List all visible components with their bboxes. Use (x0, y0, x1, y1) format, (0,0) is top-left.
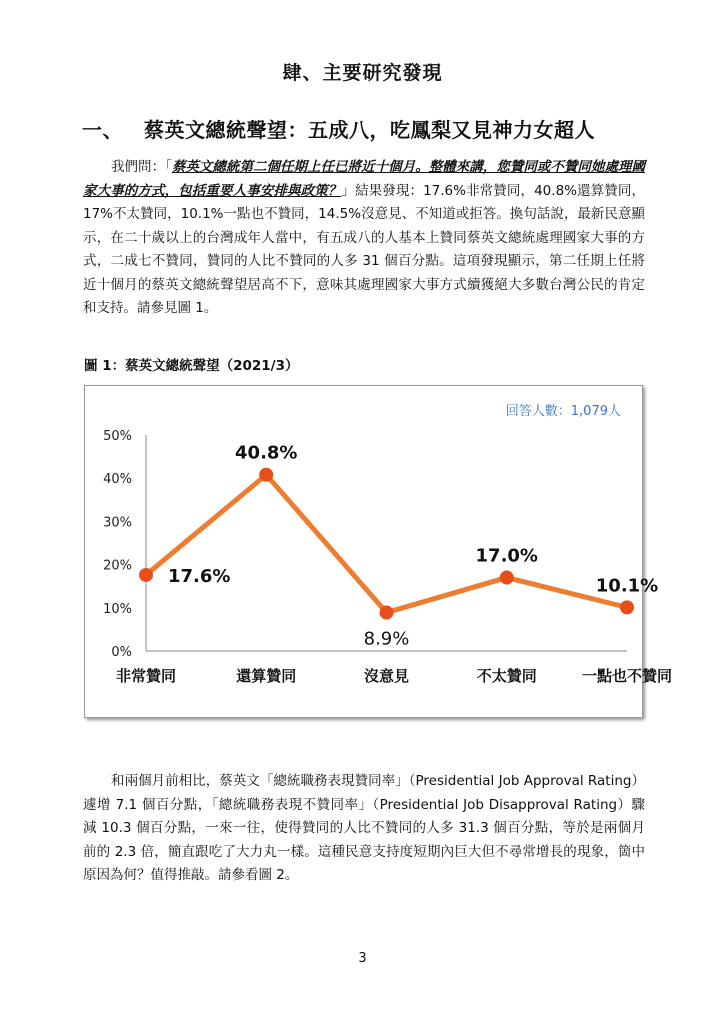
y-tick-label: 30% (103, 515, 132, 531)
data-point-marker (139, 568, 153, 582)
y-tick-label: 20% (103, 558, 132, 574)
subsection-number: 一、 (82, 118, 123, 142)
series-line (146, 475, 627, 613)
section-title: 肆、主要研究發現 (282, 62, 443, 84)
paragraph-body: 」結果發現：17.6%非常贊同，40.8%還算贊同，17%不太贊同，10.1%一點也不贊同，14.5%沒意見、不知道或拒答。換句話說，最新民意顯示，在二十歲以上的台灣成年人當中，有五成八的人基本上贊同蔡英文總統處理國家大事的方式，二成七不贊同，贊同的人比不贊同的人多 31 個百分點。這項發現顯示，第二任期上任將近十個月的蔡英文總統聲望居高不下，意味其處理國家大事方式續獲絕大多數台灣公民的肯定和支持。請參見圖 1。 (83, 182, 645, 316)
respondent-count-note: 回答人數：1,079人 (505, 404, 621, 419)
page-number: 3 (358, 951, 367, 966)
data-point-marker (500, 571, 514, 585)
y-tick-label: 0% (111, 645, 132, 660)
subsection-heading (82, 114, 682, 143)
paragraph-findings (83, 156, 645, 321)
data-point-marker (620, 600, 634, 614)
paragraph-comparison (83, 770, 645, 888)
approval-line-chart (85, 386, 673, 717)
data-label: 17.6% (168, 565, 231, 587)
survey-question: 蔡英文總統第二個任期上任已將近十個月。整體來講，您贊同或不贊同她處理國家大事的方式，包括重要人事安排與政策？ (83, 159, 646, 199)
y-tick-label: 50% (103, 429, 132, 444)
data-label: 17.0% (475, 545, 538, 567)
approval-chart (84, 385, 673, 718)
x-category-label: 沒意見 (363, 667, 410, 685)
y-tick-label: 10% (103, 601, 132, 617)
subsection-title: 蔡英文總統聲望：五成八，吃鳳梨又見神力女超人 (144, 118, 595, 142)
y-tick-label: 40% (103, 472, 132, 488)
x-category-label: 不太贊同 (476, 667, 537, 685)
x-category-label: 非常贊同 (115, 667, 177, 685)
data-label: 10.1% (595, 575, 659, 597)
x-category-label: 一點也不贊同 (581, 667, 673, 685)
paragraph-comparison-text: 和兩個月前相比，蔡英文「總統職務表現贊同率」（Presidential Job Approval Rating）遽增 7.1 個百分點，「總統職務表現不贊同率」（Presidential Job Disapproval Rating）驟減 10.3 個百分點，一來一往，使得贊同的人比不贊同的人多 31.3 個百分點，等於是兩個月前的 2.3 倍，簡直跟吃了大力丸一樣。這種民意支持度短期內巨大但不尋常增長的現象，箇中原因為何？值得推敲。請參看圖 2。 (83, 773, 645, 883)
figure-caption: 圖 1：蔡英文總統聲望（2021/3） (84, 358, 299, 374)
data-point-marker (259, 468, 273, 482)
data-label: 8.9% (363, 628, 410, 650)
data-label: 40.8% (235, 442, 298, 464)
data-point-marker (380, 606, 394, 620)
paragraph-lead: 我們問：「 (111, 159, 172, 175)
x-category-label: 還算贊同 (236, 667, 297, 685)
